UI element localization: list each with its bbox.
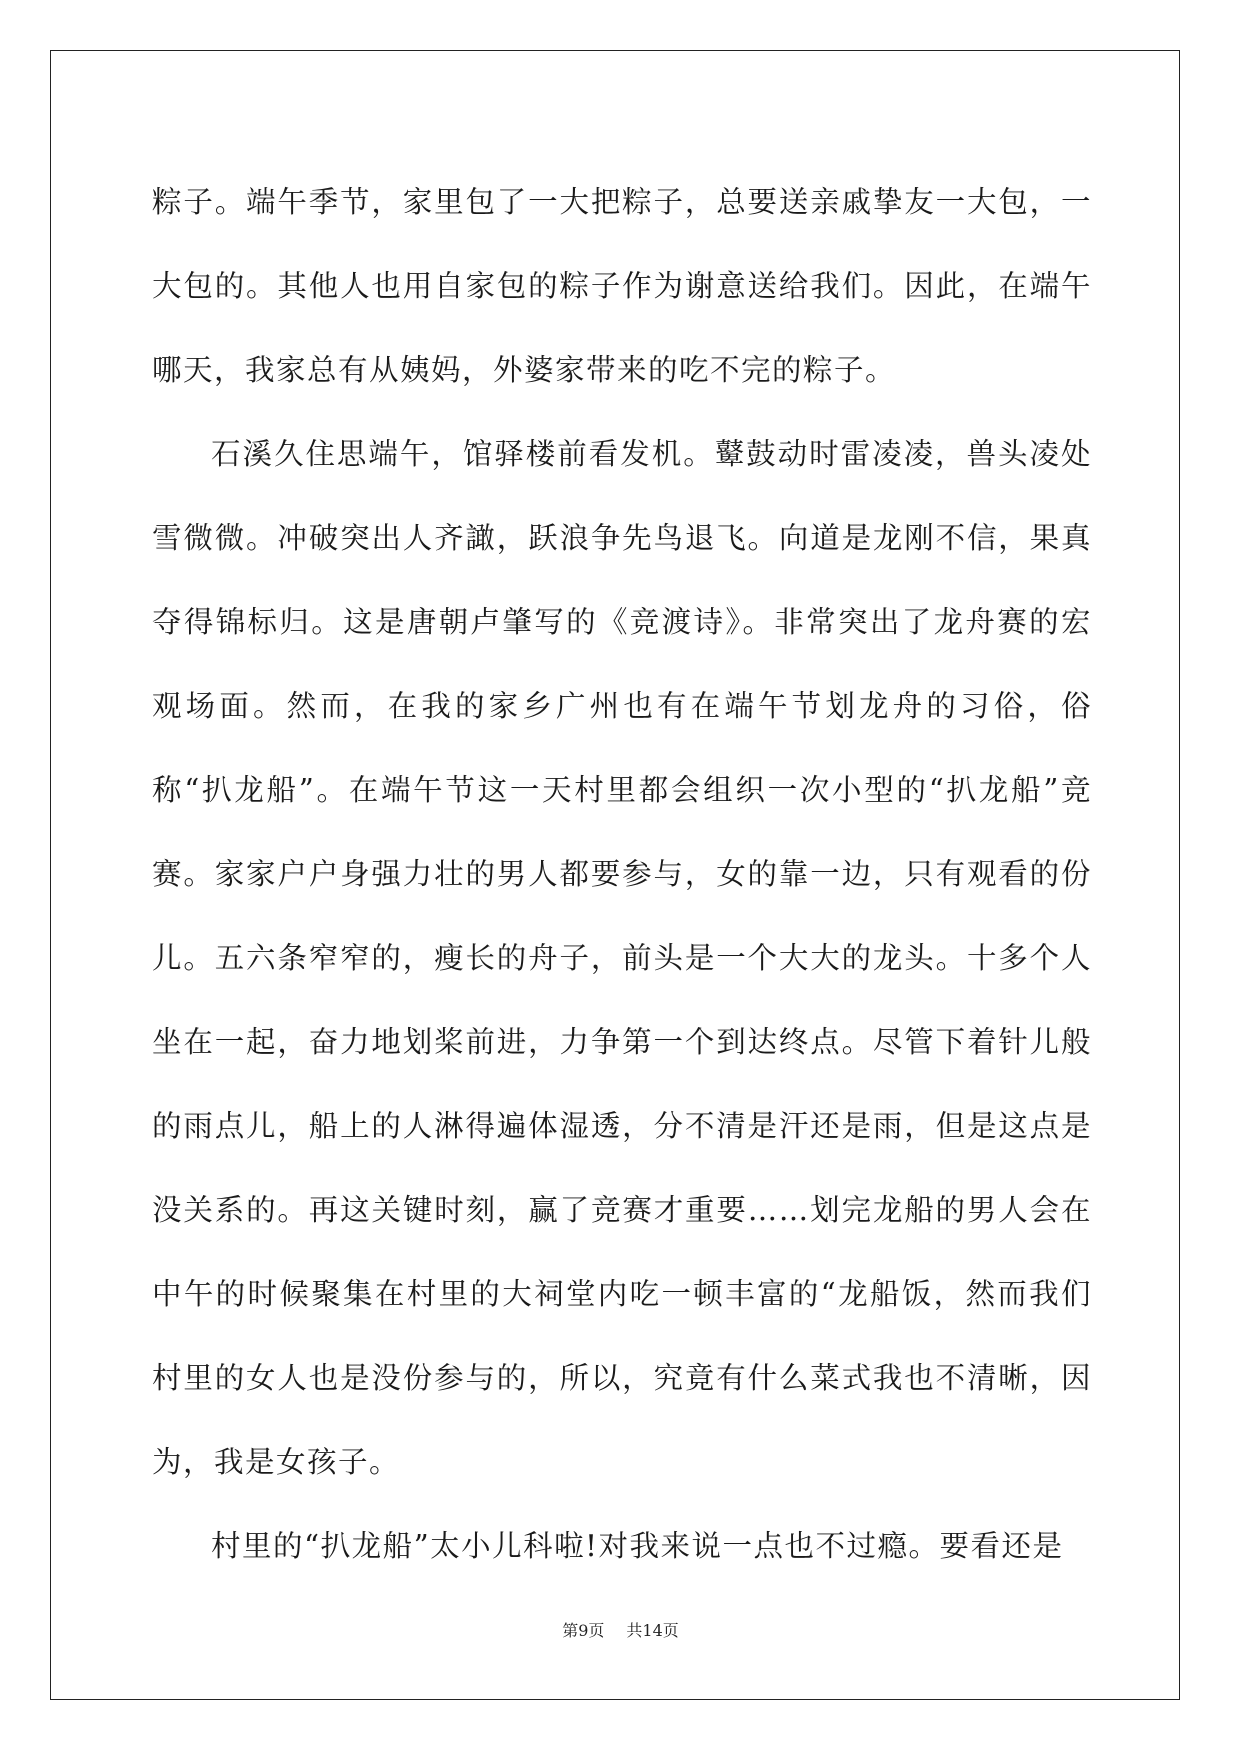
page-footer bbox=[0, 1618, 1241, 1641]
paragraph-3: 村里的“扒龙船”太小儿科啦!对我来说一点也不过瘾。要看还是 bbox=[211, 1529, 1064, 1563]
page-total: 共14页 bbox=[626, 1621, 679, 1640]
document-body bbox=[152, 160, 1092, 1588]
page-number: 第9页 bbox=[562, 1621, 605, 1640]
paragraph-2: 石溪久住思端午，馆驿楼前看发机。鼙鼓动时雷凌凌，兽头凌处雪微微。冲破突出人齐譀，跃浪争先鸟退飞。向道是龙刚不信，果真夺得锦标归。这是唐朝卢肇写的《竞渡诗》。非常突出了龙舟赛的宏观场面。然而，在我的家乡广州也有在端午节划龙舟的习俗，俗称“扒龙船”。在端午节这一天村里都会组织一次小型的“扒龙船”竞赛。家家户户身强力壮的男人都要参与，女的靠一边，只有观看的份儿。五六条窄窄的，瘦长的舟子，前头是一个大大的龙头。十多个人坐在一起，奋力地划桨前进，力争第一个到达终点。尽管下着针儿般的雨点儿，船上的人淋得遍体湿透，分不清是汗还是雨，但是这点是没关系的。再这关键时刻，赢了竞赛才重要……划完龙船的男人会在中午的时候聚集在村里的大祠堂内吃一顿丰富的“龙船饭，然而我们村里的女人也是没份参与的，所以，究竟有什么菜式我也不清晰，因为，我是女孩子。 bbox=[152, 437, 1092, 1479]
paragraph-1: 粽子。端午季节，家里包了一大把粽子，总要送亲戚挚友一大包，一大包的。其他人也用自家包的粽子作为谢意送给我们。因此，在端午哪天，我家总有从姨妈，外婆家带来的吃不完的粽子。 bbox=[152, 185, 1092, 387]
